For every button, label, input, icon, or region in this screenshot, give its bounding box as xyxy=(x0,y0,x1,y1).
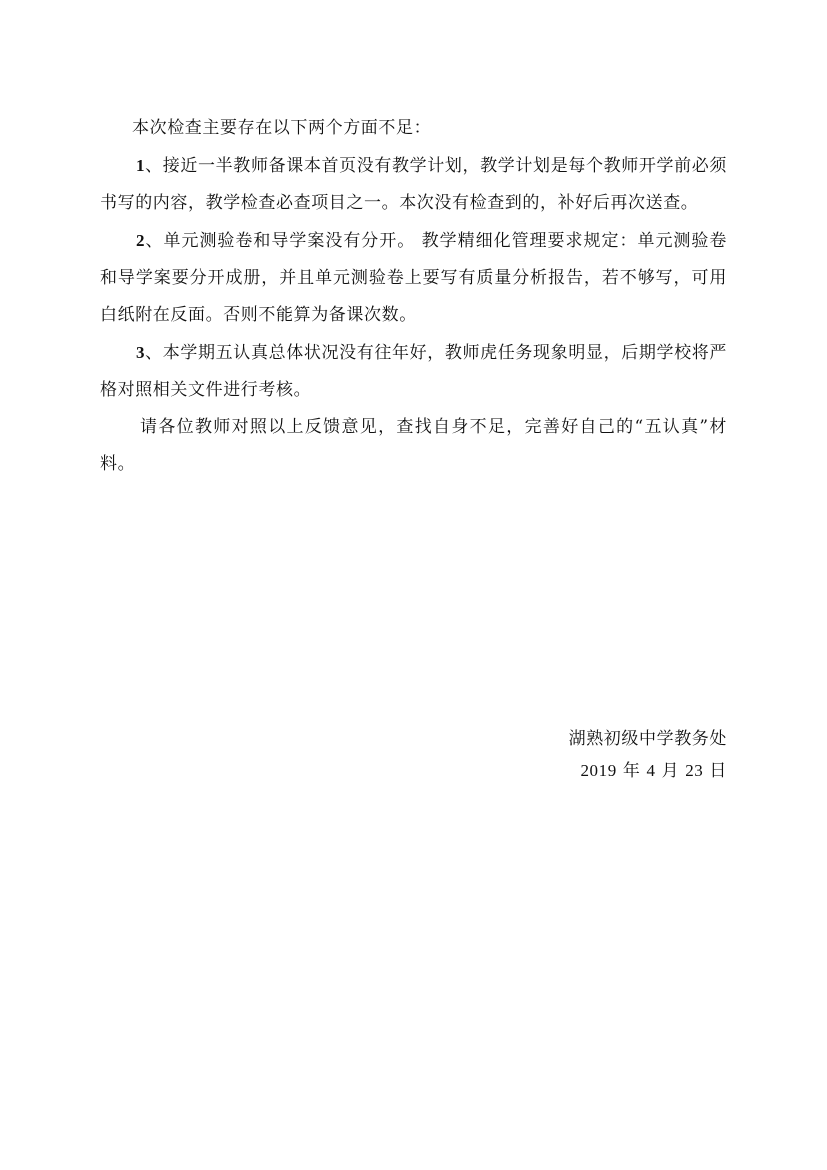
item-number: 2 xyxy=(136,231,146,250)
item-text: 、本学期五认真总体状况没有往年好，教师虎任务现象明显，后期学校将严格对照相关文件进行考核。 xyxy=(100,343,727,400)
date-year-unit: 年 xyxy=(616,761,647,781)
intro-paragraph: 本次检查主要存在以下两个方面不足： xyxy=(132,118,432,138)
issue-item-2 xyxy=(100,222,727,334)
date-day-unit: 日 xyxy=(703,761,727,781)
item-number: 3 xyxy=(136,343,146,362)
signature-org: 湖熟初级中学教务处 xyxy=(568,729,727,749)
item-text: 、单元测验卷和导学案没有分开。 教学精细化管理要求规定：单元测验卷和导学案要分开成册，并且单元测验卷上要写有质量分析报告，若不够写，可用白纸附在反面。否则不能算为备课次数。 xyxy=(100,231,727,325)
date-month-unit: 月 xyxy=(655,761,686,781)
date-day: 23 xyxy=(685,761,704,780)
date-year: 2019 xyxy=(580,761,617,780)
date-month: 4 xyxy=(646,761,656,780)
closing-paragraph: 请各位教师对照以上反馈意见，查找自身不足，完善好自己的“五认真”材料。 xyxy=(100,417,727,474)
signature-date xyxy=(569,755,727,787)
issue-item-3 xyxy=(100,334,727,409)
item-text: 、接近一半教师备课本首页没有教学计划，教学计划是每个教师开学前必须书写的内容，教学检查必查项目之一。本次没有检查到的，补好后再次送查。 xyxy=(100,156,727,213)
document-body xyxy=(100,110,727,483)
signature-block xyxy=(569,724,727,787)
item-number: 1 xyxy=(136,156,146,175)
issue-item-1 xyxy=(100,147,727,222)
